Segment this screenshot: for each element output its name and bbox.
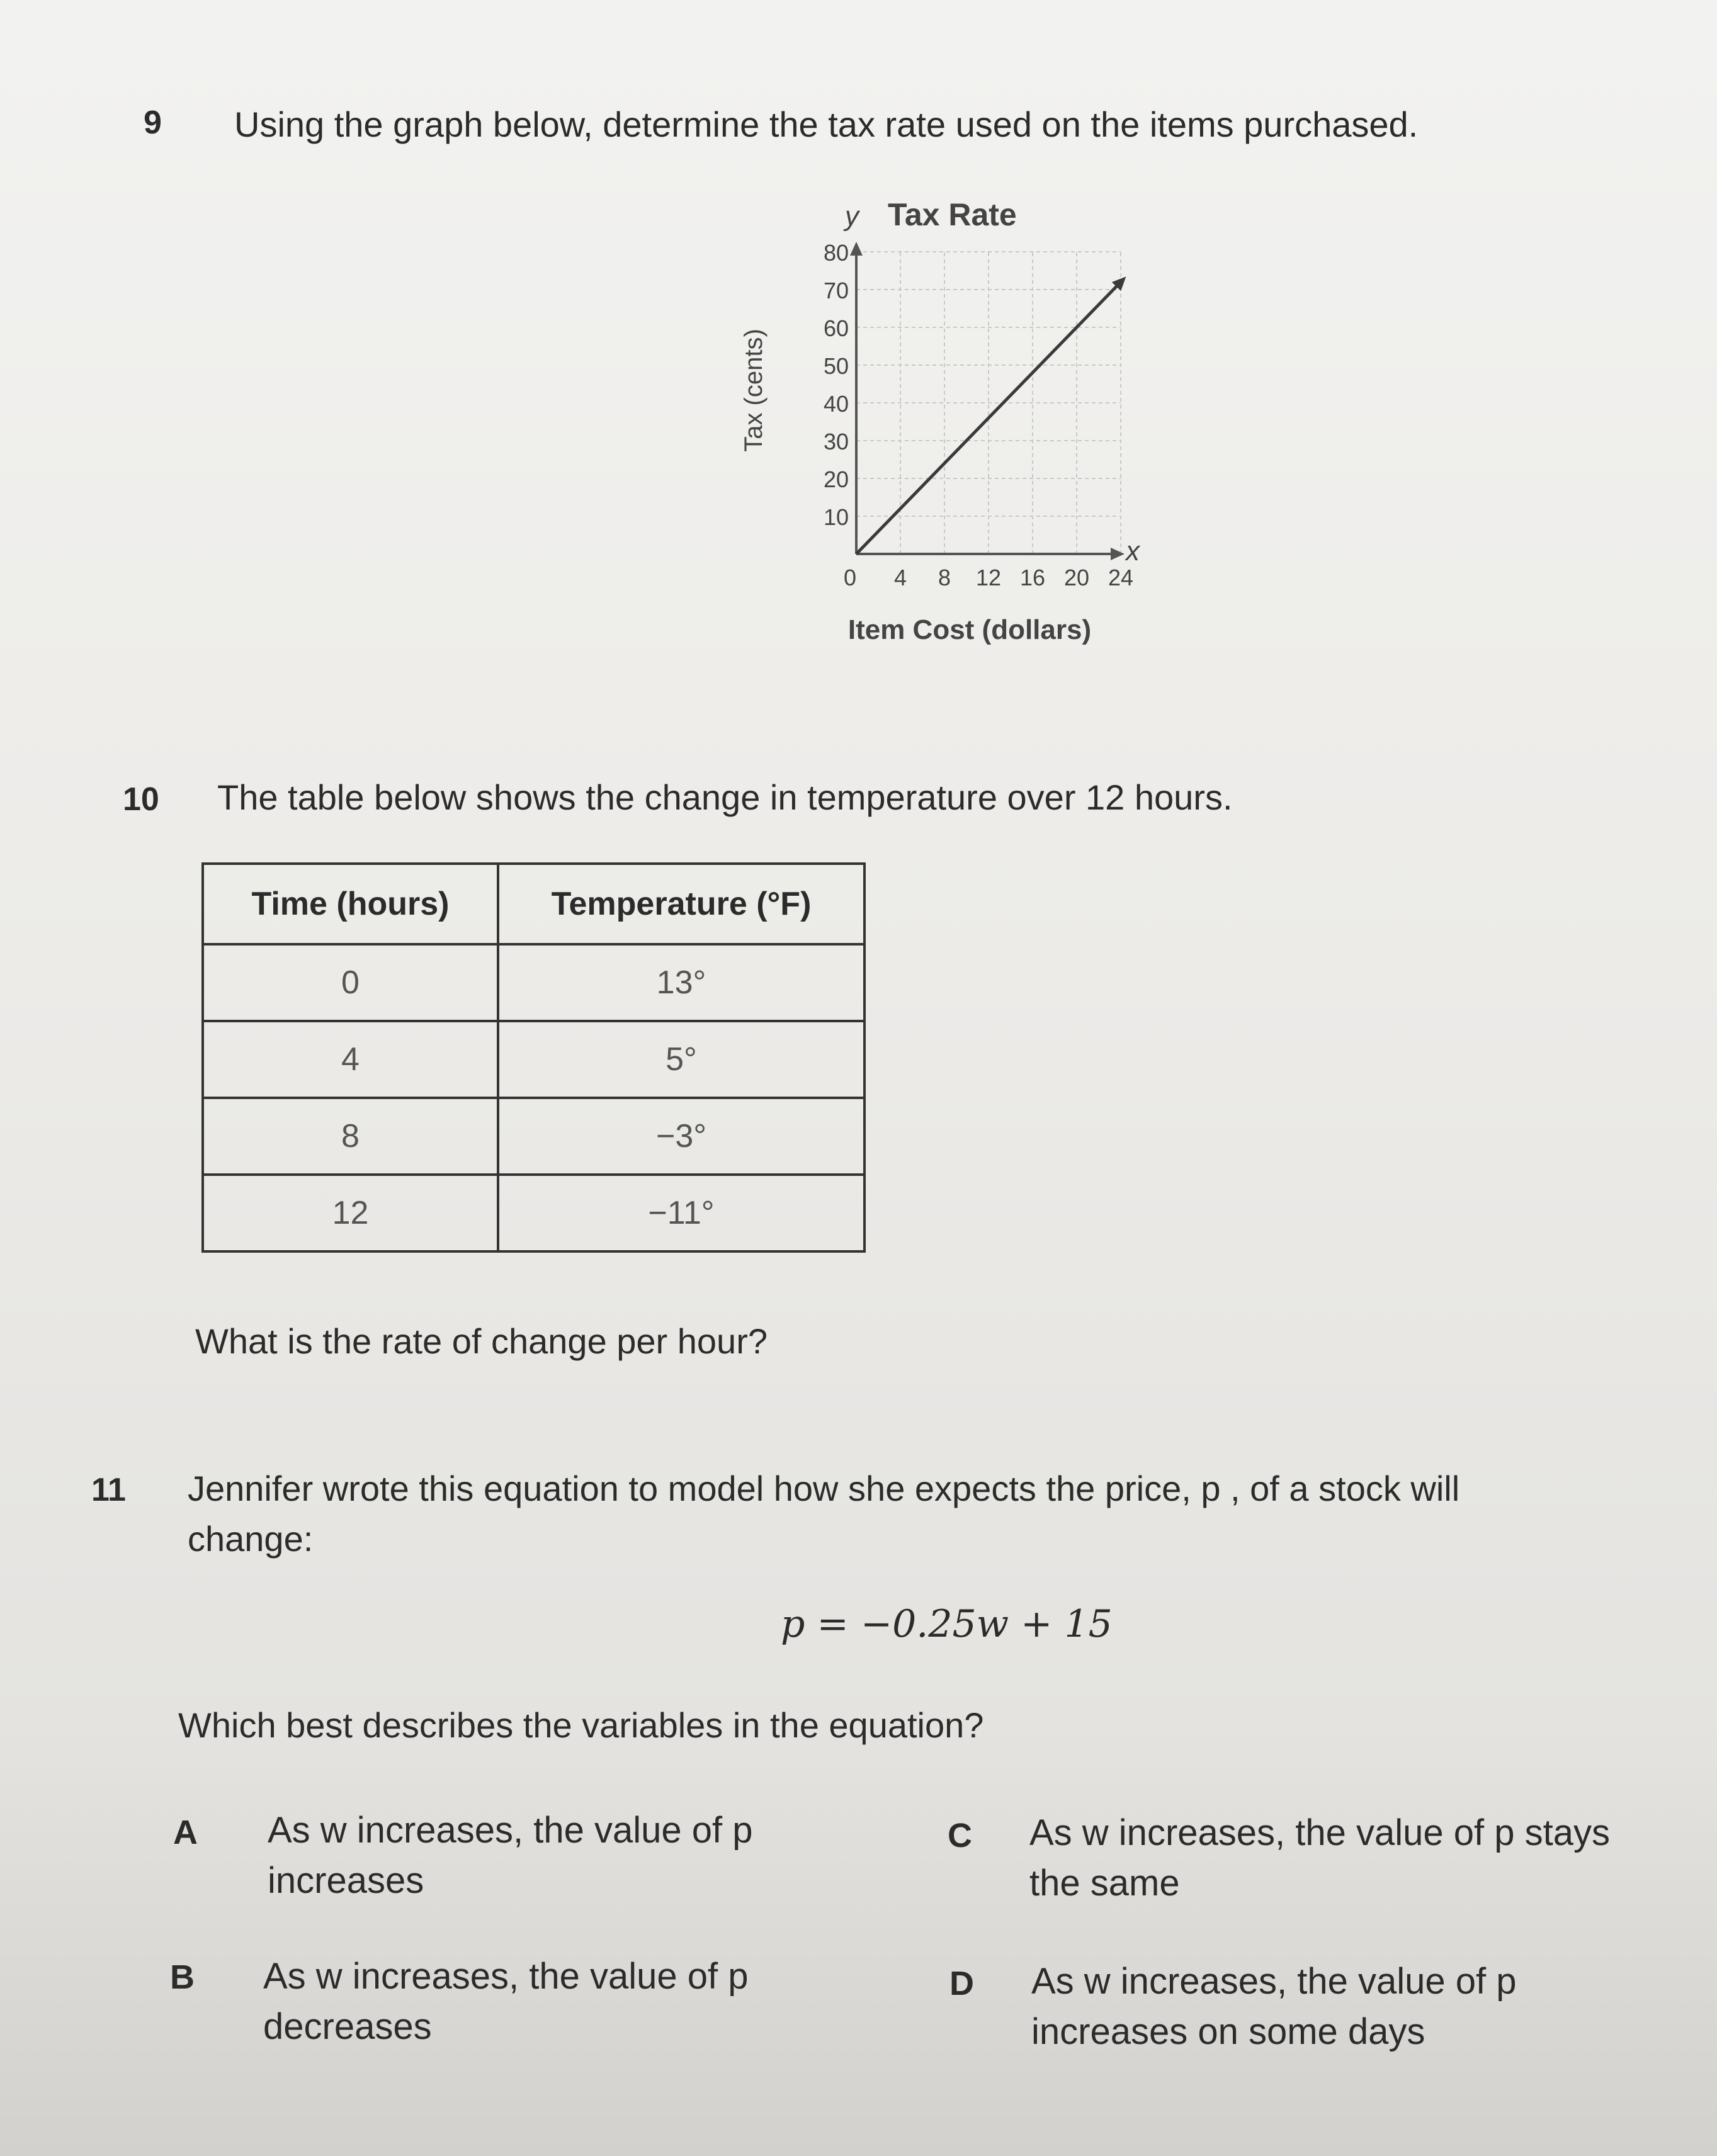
column-header-time: Time (hours) [203,864,498,944]
choice-b-line2: decreases [263,2006,432,2047]
choice-d-line1: As w increases, the value of p [1031,1961,1517,2002]
table-row [203,1021,864,1098]
temperature-cell: −3° [498,1098,864,1175]
y-axis-label: Tax (cents) [740,329,768,452]
choice-a-text[interactable] [268,1805,897,1906]
choice-a-line1: As w increases, the value of p [268,1810,753,1851]
y-tick-label: 30 [823,429,849,454]
chart-grid [856,252,1121,554]
x-axis-label: Item Cost (dollars) [847,614,1092,645]
y-axis-letter: y [845,201,859,232]
x-axis-arrow [1111,548,1125,560]
choice-b-letter[interactable]: B [170,1958,195,1996]
table-row [203,1175,864,1251]
chart-series [856,276,1126,554]
choice-d-letter[interactable]: D [949,1965,974,2002]
x-tick-label: 20 [1063,565,1090,590]
question-10-prompt: What is the rate of change per hour? [195,1321,768,1361]
choice-d-text[interactable] [1031,1956,1661,2057]
question-11-prompt: Which best describes the variables in the equation? [178,1705,984,1745]
time-cell: 8 [203,1098,498,1175]
x-axis-letter: x [1126,536,1140,567]
temperature-table [201,862,866,1253]
choice-c-text[interactable] [1029,1808,1659,1909]
table-row [203,1098,864,1175]
chart-title: Tax Rate [888,197,1017,232]
y-tick-label: 60 [823,315,849,341]
y-tick-label: 40 [823,391,849,417]
temperature-cell: 5° [498,1021,864,1098]
choice-c-line1: As w increases, the value of p stays [1029,1812,1610,1853]
equation: p = −0.25w + 15 [781,1602,1113,1646]
y-axis-arrow [850,242,863,256]
question-11-number: 11 [91,1472,126,1508]
time-cell: 0 [203,944,498,1021]
question-11-text [188,1464,1459,1564]
x-tick-label: 24 [1108,565,1134,590]
x-tick-label: 8 [938,565,951,590]
temperature-cell: −11° [498,1175,864,1251]
question-10-number: 10 [123,781,159,818]
y-tick-labels [824,240,849,530]
x-tick-labels [844,565,1133,590]
choice-c-line2: the same [1029,1863,1180,1904]
y-tick-label: 20 [823,466,849,492]
x-tick-label: 12 [975,565,1002,590]
tax-rate-chart [718,183,1159,661]
y-tick-label: 50 [823,353,849,379]
choice-d-line2: increases on some days [1031,2011,1425,2052]
question-11-text-line2: change: [188,1519,314,1559]
temperature-cell: 13° [498,944,864,1021]
choice-a-letter[interactable]: A [173,1814,198,1851]
question-11-text-line1: Jennifer wrote this equation to model how she expects the price, p , of a stock will [188,1469,1460,1508]
table-row [203,944,864,1021]
choice-b-line1: As w increases, the value of p [263,1956,749,1997]
x-tick-label: 16 [1019,565,1046,590]
column-header-temperature: Temperature (°F) [498,864,864,944]
question-9-number: 9 [144,104,162,141]
x-tick-label: 4 [893,565,907,590]
choice-b-text[interactable] [263,1951,893,2052]
time-cell: 12 [203,1175,498,1251]
y-tick-label: 70 [823,278,849,303]
x-tick-label: 0 [843,565,857,590]
question-10-text: The table below shows the change in temperature over 12 hours. [217,777,1233,817]
choice-a-line2: increases [268,1860,424,1901]
y-tick-label: 80 [823,240,849,266]
choice-c-letter[interactable]: C [948,1817,972,1854]
time-cell: 4 [203,1021,498,1098]
table-header-row [203,864,864,944]
question-9-text: Using the graph below, determine the tax rate used on the items purchased. [234,104,1419,144]
y-tick-label: 10 [823,504,849,530]
